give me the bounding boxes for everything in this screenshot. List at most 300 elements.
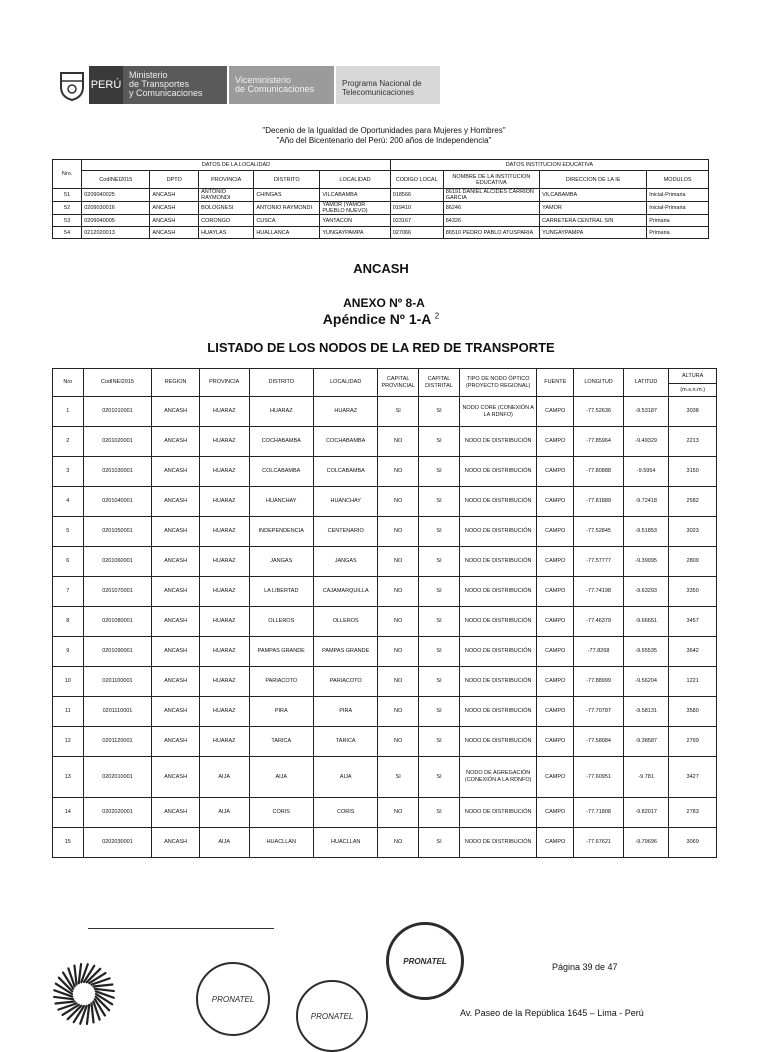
table-cell: ANCASH	[152, 667, 200, 697]
table-cell: -77.81889	[574, 487, 624, 517]
pronatel-logo-icon	[50, 960, 118, 1028]
col-header: PROVINCIA	[199, 171, 254, 189]
table-cell: 0202030001	[83, 828, 152, 858]
page-number: Página 39 de 47	[552, 962, 618, 972]
col-header: LONGITUD	[574, 369, 624, 397]
table-cell: SI	[418, 607, 459, 637]
table-row	[53, 757, 717, 798]
table-cell: CAMPO	[537, 577, 574, 607]
table-cell: 018566	[390, 189, 443, 202]
table-cell: 0201050001	[83, 517, 152, 547]
table-cell: CAMPO	[537, 637, 574, 667]
table-cell: YUNGAYPAMPA	[320, 227, 390, 239]
table-cell: 52	[53, 202, 82, 215]
table-cell: -9.58131	[623, 697, 668, 727]
table-cell: HUARAZ	[199, 397, 249, 427]
table-cell: YAMOR	[540, 202, 647, 215]
table-cell: 2809	[669, 547, 717, 577]
table-cell: HUARAZ	[199, 637, 249, 667]
table-cell: HUARAZ	[313, 397, 377, 427]
table-cell: HUARAZ	[199, 487, 249, 517]
table-cell: 3	[53, 457, 84, 487]
col-header: Nro	[53, 369, 84, 397]
table-cell: ANCASH	[152, 798, 200, 828]
table-cell: 1	[53, 397, 84, 427]
table-row	[53, 798, 717, 828]
table-cell: CARRETERA CENTRAL S/N	[540, 215, 647, 227]
table-row	[53, 667, 717, 697]
table-cell: 2582	[669, 487, 717, 517]
table-cell: Primaria	[647, 227, 709, 239]
group-localidad-header: DATOS DE LA LOCALIDAD	[82, 160, 390, 171]
table-cell: -77.88999	[574, 667, 624, 697]
table-cell: JANGAS	[249, 547, 313, 577]
table-cell: ANCASH	[152, 427, 200, 457]
table-cell: ANCASH	[150, 215, 199, 227]
table-cell: HUARAZ	[199, 577, 249, 607]
group-institucion-header: DATOS INSTITUCION EDUCATIVA	[390, 160, 708, 171]
table-cell: AIJA	[199, 757, 249, 798]
table-cell: 3023	[669, 517, 717, 547]
table-cell: ANCASH	[152, 727, 200, 757]
viceministerio-label: Viceministerio de Comunicaciones	[229, 66, 334, 104]
table-row	[53, 577, 717, 607]
table-cell: CAMPO	[537, 517, 574, 547]
col-header: DISTRITO	[254, 171, 320, 189]
col-header: Nro.	[53, 160, 82, 189]
table-cell: SI	[418, 457, 459, 487]
table-cell: SI	[418, 577, 459, 607]
col-header: TIPO DE NODO ÓPTICO (PROYECTO REGIONAL)	[460, 369, 537, 397]
table-row	[53, 637, 717, 667]
table-cell: VILCABAMBA	[320, 189, 390, 202]
table-cell: COCHABAMBA	[249, 427, 313, 457]
table-cell: NO	[378, 828, 418, 858]
table-cell: ANCASH	[152, 517, 200, 547]
table-cell: HUACLLAN	[313, 828, 377, 858]
table-cell: ANCASH	[152, 637, 200, 667]
table-cell: 2	[53, 427, 84, 457]
table-cell: -9.82017	[623, 798, 668, 828]
col-header: ALTURA	[669, 369, 717, 384]
table-cell: HUARAZ	[199, 457, 249, 487]
table-cell: CHINGAS	[254, 189, 320, 202]
table-row	[53, 697, 717, 727]
table-cell: CENTENARIO	[313, 517, 377, 547]
table-row	[53, 227, 709, 239]
table-cell: OLLEROS	[249, 607, 313, 637]
table-cell: 9	[53, 637, 84, 667]
table-cell: 0202020001	[83, 798, 152, 828]
table-row	[53, 828, 717, 858]
table-cell: CUSCA	[254, 215, 320, 227]
table-cell: AIJA	[313, 757, 377, 798]
col-header: FUENTE	[537, 369, 574, 397]
listado-title: LISTADO DE LOS NODOS DE LA RED DE TRANSPORTE	[207, 340, 555, 355]
table-cell: NO	[378, 517, 418, 547]
table-cell: CAMPO	[537, 697, 574, 727]
table-cell: -77.71808	[574, 798, 624, 828]
table-cell: -77.52845	[574, 517, 624, 547]
table-cell: AIJA	[199, 828, 249, 858]
table-cell: 3038	[669, 397, 717, 427]
table-cell: ANCASH	[152, 487, 200, 517]
table-cell: CAMPO	[537, 667, 574, 697]
table-cell: 0209030016	[82, 202, 150, 215]
table-row	[53, 215, 709, 227]
table-cell: -9.38587	[623, 727, 668, 757]
table-cell: 51	[53, 189, 82, 202]
header-logo	[55, 66, 440, 104]
table-cell: -77.74198	[574, 577, 624, 607]
table-cell: ANCASH	[152, 607, 200, 637]
table-cell: -77.57777	[574, 547, 624, 577]
table-cell: 12	[53, 727, 84, 757]
region-title: ANCASH	[353, 261, 409, 276]
table-cell: SI	[418, 487, 459, 517]
table-cell: 0201070001	[83, 577, 152, 607]
col-header: MODULOS	[647, 171, 709, 189]
table-cell: SI	[418, 547, 459, 577]
table-cell: 0209040005	[82, 215, 150, 227]
col-header: CodINEI2015	[82, 171, 150, 189]
table-cell: 0201060001	[83, 547, 152, 577]
table-cell: JANGAS	[313, 547, 377, 577]
table-cell: 0201120001	[83, 727, 152, 757]
table-cell: SI	[418, 667, 459, 697]
table-row	[53, 607, 717, 637]
table-cell: INDEPENDENCIA	[249, 517, 313, 547]
table-cell: HUAYLAS	[199, 227, 254, 239]
table-row	[53, 189, 709, 202]
table-cell: SI	[418, 397, 459, 427]
table-cell: 14	[53, 798, 84, 828]
table-row	[53, 487, 717, 517]
decenio-text: "Decenio de la Igualdad de Oportunidades para Mujeres y Hombres" "Año del Bicentenario del Perú: 200 años de Independencia"	[262, 126, 506, 145]
table-cell: ANCASH	[150, 189, 199, 202]
table-cell: 2799	[669, 727, 717, 757]
table-cell: NODO DE DISTRIBUCIÓN	[460, 798, 537, 828]
table-cell: HUACLLAN	[249, 828, 313, 858]
table-cell: NODO DE DISTRIBUCIÓN	[460, 667, 537, 697]
col-header: CodINEI2015	[83, 369, 152, 397]
table-cell: AIJA	[199, 798, 249, 828]
table-cell: 86510 PEDRO PABLO ATUSPARIA	[443, 227, 539, 239]
table-cell: HUARAZ	[199, 547, 249, 577]
table-cell: CORONGO	[199, 215, 254, 227]
table-cell: 0201100001	[83, 667, 152, 697]
table-cell: YUNGAYPAMPA	[540, 227, 647, 239]
col-header: CAPITAL DISTRITAL	[418, 369, 459, 397]
table-cell: YANTACON	[320, 215, 390, 227]
table-cell: Inicial-Primaria	[647, 189, 709, 202]
table-cell: -9.5954	[623, 457, 668, 487]
table-cell: 8	[53, 607, 84, 637]
col-header: LATITUD	[623, 369, 668, 397]
table-cell: -77.52636	[574, 397, 624, 427]
table-cell: CORIS	[249, 798, 313, 828]
col-header: LOCALIDAD	[320, 171, 390, 189]
table-cell: -9.56204	[623, 667, 668, 697]
table-cell: 54	[53, 227, 82, 239]
table-row	[53, 517, 717, 547]
col-header: LOCALIDAD	[313, 369, 377, 397]
table-row	[53, 397, 717, 427]
table-cell: -9.63293	[623, 577, 668, 607]
table-cell: 019410	[390, 202, 443, 215]
col-header: NOMBRE DE LA INSTITUCION EDUCATIVA	[443, 171, 539, 189]
table-cell: CAMPO	[537, 757, 574, 798]
table-cell: NODO CORE (CONEXIÓN A LA RDNFO)	[460, 397, 537, 427]
table-cell: ANTONIO RAYMONDI	[254, 202, 320, 215]
table-cell: 3069	[669, 828, 717, 858]
table-cell: SI	[418, 828, 459, 858]
table-cell: SI	[418, 798, 459, 828]
table-cell: -9.51853	[623, 517, 668, 547]
table-cell: SI	[418, 637, 459, 667]
table-cell: 0212020013	[82, 227, 150, 239]
table-row	[53, 547, 717, 577]
table-cell: HUANCHAY	[313, 487, 377, 517]
institutions-table	[52, 159, 709, 239]
table-cell: SI	[418, 427, 459, 457]
table-cell: -77.80888	[574, 457, 624, 487]
table-cell: PIRA	[249, 697, 313, 727]
table-cell: 0209040025	[82, 189, 150, 202]
peru-crest-icon	[55, 66, 89, 104]
table-row	[53, 457, 717, 487]
table-cell: NODO DE DISTRIBUCIÓN	[460, 457, 537, 487]
table-cell: SI	[378, 397, 418, 427]
table-row	[53, 727, 717, 757]
table-cell: CORIS	[313, 798, 377, 828]
table-cell: 15	[53, 828, 84, 858]
table-cell: 4	[53, 487, 84, 517]
table-cell: NO	[378, 727, 418, 757]
table-cell: SI	[418, 727, 459, 757]
col-header: CAPITAL PROVINCIAL	[378, 369, 418, 397]
signature-line	[88, 928, 274, 929]
table-cell: -9.72418	[623, 487, 668, 517]
table-cell: -9.53187	[623, 397, 668, 427]
col-header: DISTRITO	[249, 369, 313, 397]
table-cell: TARICA	[313, 727, 377, 757]
table-cell: ANCASH	[152, 828, 200, 858]
table-cell: ANCASH	[152, 757, 200, 798]
col-header: REGION	[152, 369, 200, 397]
table-row	[53, 427, 717, 457]
table-row	[53, 202, 709, 215]
col-header: DIRECCION DE LA IE	[540, 171, 647, 189]
table-cell: ANCASH	[152, 697, 200, 727]
table-cell: SI	[418, 757, 459, 798]
table-cell: 53	[53, 215, 82, 227]
table-cell: NO	[378, 697, 418, 727]
table-cell: CAMPO	[537, 798, 574, 828]
table-cell: CAMPO	[537, 727, 574, 757]
table-cell: HUARAZ	[199, 517, 249, 547]
table-cell: NODO DE AGREGACIÓN (CONEXIÓN A LA RDNFO)	[460, 757, 537, 798]
col-header: PROVINCIA	[199, 369, 249, 397]
table-cell: HUALLANCA	[254, 227, 320, 239]
table-cell: ANCASH	[152, 547, 200, 577]
table-cell: PIRA	[313, 697, 377, 727]
peru-label: PERÚ	[89, 66, 123, 104]
stamp-1: PRONATEL	[196, 962, 270, 1036]
table-cell: 3457	[669, 607, 717, 637]
table-cell: 11	[53, 697, 84, 727]
table-cell: -9.65535	[623, 637, 668, 667]
table-cell: 10	[53, 667, 84, 697]
table-cell: HUARAZ	[199, 427, 249, 457]
table-cell: COLCABAMBA	[313, 457, 377, 487]
table-cell: CAMPO	[537, 427, 574, 457]
table-cell: NODO DE DISTRIBUCIÓN	[460, 607, 537, 637]
table-cell: 0202010001	[83, 757, 152, 798]
table-cell: 0201090001	[83, 637, 152, 667]
table-cell: 6	[53, 547, 84, 577]
table-cell: Primaria	[647, 215, 709, 227]
table-cell: 3350	[669, 577, 717, 607]
table-cell: Inicial-Primaria	[647, 202, 709, 215]
table-cell: HUANCHAY	[249, 487, 313, 517]
table-cell: 3427	[669, 757, 717, 798]
table-cell: PAMPAS GRANDE	[249, 637, 313, 667]
table-cell: COLCABAMBA	[249, 457, 313, 487]
table-cell: CAJAMARQUILLA	[313, 577, 377, 607]
table-cell: ANCASH	[150, 227, 199, 239]
table-cell: 5	[53, 517, 84, 547]
table-cell: SI	[418, 517, 459, 547]
table-cell: CAMPO	[537, 547, 574, 577]
table-cell: NODO DE DISTRIBUCIÓN	[460, 727, 537, 757]
table-cell: PARIACOTO	[249, 667, 313, 697]
table-cell: NODO DE DISTRIBUCIÓN	[460, 637, 537, 667]
table-cell: -77.70787	[574, 697, 624, 727]
table-cell: LA LIBERTAD	[249, 577, 313, 607]
table-cell: 0201110001	[83, 697, 152, 727]
table-cell: AIJA	[249, 757, 313, 798]
stamp-3: PRONATEL	[386, 922, 464, 1000]
table-cell: -9.66651	[623, 607, 668, 637]
ministerio-label: Ministerio de Transportes y Comunicaciones	[123, 66, 227, 104]
table-cell: -77.85964	[574, 427, 624, 457]
table-cell: CAMPO	[537, 828, 574, 858]
table-cell: COCHABAMBA	[313, 427, 377, 457]
table-cell: 3580	[669, 697, 717, 727]
table-cell: NO	[378, 577, 418, 607]
table-cell: SI	[378, 757, 418, 798]
table-cell: VILCABAMBA	[540, 189, 647, 202]
table-cell: -9.39095	[623, 547, 668, 577]
table-cell: ANCASH	[150, 202, 199, 215]
table-cell: 0201010001	[83, 397, 152, 427]
table-cell: 2213	[669, 427, 717, 457]
table-cell: 0201040001	[83, 487, 152, 517]
table-cell: -77.67621	[574, 828, 624, 858]
table-cell: -9.781	[623, 757, 668, 798]
table-cell: CAMPO	[537, 397, 574, 427]
table-cell: 0201020001	[83, 427, 152, 457]
table-cell: ANCASH	[152, 457, 200, 487]
table-cell: 86191 DANIEL ALCIDES CARRION GARCIA	[443, 189, 539, 202]
table-cell: 86246	[443, 202, 539, 215]
apendice-title: Apéndice Nº 1-A $^2$	[322, 311, 440, 327]
col-header: CODIGO LOCAL	[390, 171, 443, 189]
table-cell: NO	[378, 457, 418, 487]
table-cell: 0201030001	[83, 457, 152, 487]
table-cell: 023167	[390, 215, 443, 227]
table-cell: NO	[378, 487, 418, 517]
table-cell: TARICA	[249, 727, 313, 757]
stamp-2: PRONATEL	[296, 980, 368, 1052]
table-cell: BOLOGNESI	[199, 202, 254, 215]
table-cell: NO	[378, 547, 418, 577]
table-cell: NO	[378, 607, 418, 637]
table-cell: 3150	[669, 457, 717, 487]
table-cell: NO	[378, 667, 418, 697]
col-header: DPTO	[150, 171, 199, 189]
table-cell: 027066	[390, 227, 443, 239]
table-cell: NO	[378, 637, 418, 667]
table-cell: NODO DE DISTRIBUCIÓN	[460, 427, 537, 457]
table-cell: -77.46379	[574, 607, 624, 637]
table-cell: -77.8268	[574, 637, 624, 667]
table-cell: OLLEROS	[313, 607, 377, 637]
table-cell: 7	[53, 577, 84, 607]
table-cell: NO	[378, 427, 418, 457]
table-cell: ANTONIO RAYMONDI	[199, 189, 254, 202]
table-cell: YAMOR (YAMOR PUEBLO NUEVO)	[320, 202, 390, 215]
table-cell: 2783	[669, 798, 717, 828]
table-cell: SI	[418, 697, 459, 727]
table-cell: 3642	[669, 637, 717, 667]
table-cell: NODO DE DISTRIBUCIÓN	[460, 547, 537, 577]
table-cell: -9.79696	[623, 828, 668, 858]
table-cell: HUARAZ	[199, 697, 249, 727]
table-cell: HUARAZ	[199, 727, 249, 757]
programa-label: Programa Nacional de Telecomunicaciones	[336, 66, 440, 104]
table-cell: -77.58084	[574, 727, 624, 757]
altura-unit-header: (m.s.n.m.)	[669, 384, 717, 397]
table-cell: NODO DE DISTRIBUCIÓN	[460, 828, 537, 858]
table-cell: NODO DE DISTRIBUCIÓN	[460, 577, 537, 607]
table-cell: CAMPO	[537, 487, 574, 517]
table-cell: -9.49329	[623, 427, 668, 457]
table-cell: PARIACOTO	[313, 667, 377, 697]
table-cell: CAMPO	[537, 457, 574, 487]
table-cell: PAMPAS GRANDE	[313, 637, 377, 667]
table-cell: NODO DE DISTRIBUCIÓN	[460, 517, 537, 547]
table-cell: 1221	[669, 667, 717, 697]
table-cell: -77.60951	[574, 757, 624, 798]
table-cell: 13	[53, 757, 84, 798]
table-cell: NO	[378, 798, 418, 828]
footer-address: Av. Paseo de la República 1645 – Lima - Perú	[460, 1008, 644, 1018]
table-cell: NODO DE DISTRIBUCIÓN	[460, 697, 537, 727]
anexo-title: ANEXO Nº 8-A	[343, 296, 425, 310]
table-cell: ANCASH	[152, 397, 200, 427]
table-cell: ANCASH	[152, 577, 200, 607]
table-cell: CAMPO	[537, 607, 574, 637]
table-cell: HUARAZ	[199, 607, 249, 637]
nodes-table	[52, 368, 717, 858]
table-cell: 0201080001	[83, 607, 152, 637]
table-cell: 84326	[443, 215, 539, 227]
table-cell: HUARAZ	[199, 667, 249, 697]
table-cell: NODO DE DISTRIBUCIÓN	[460, 487, 537, 517]
table-cell: HUARAZ	[249, 397, 313, 427]
